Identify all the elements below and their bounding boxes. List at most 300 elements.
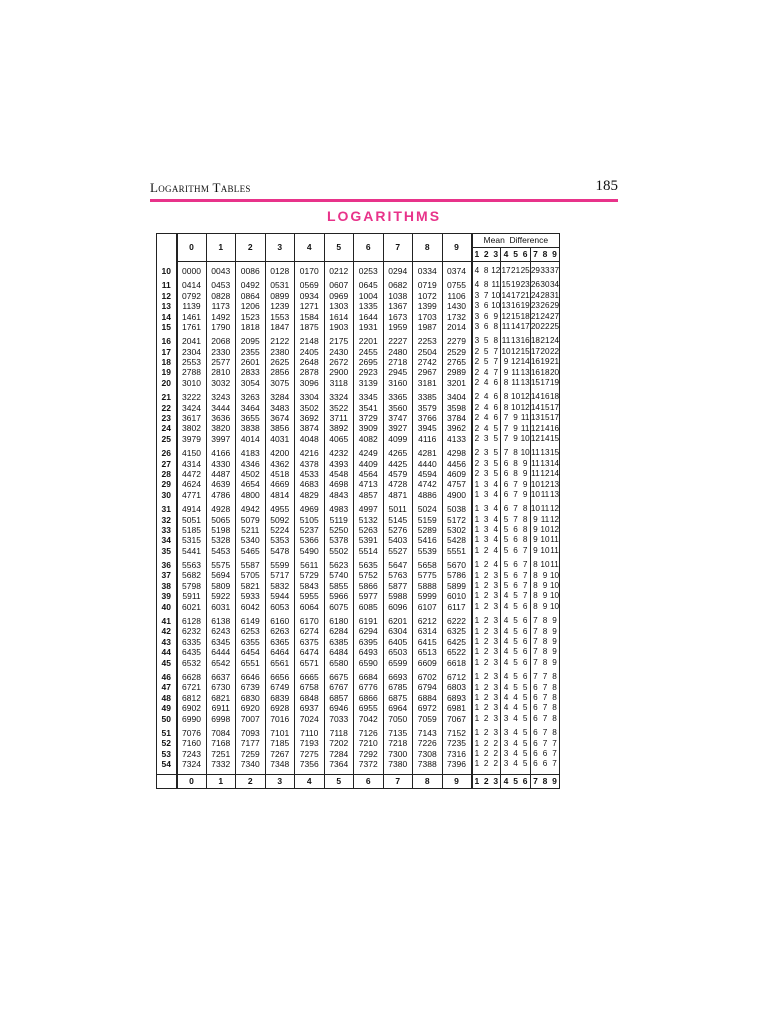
mean-difference-value: 3: [501, 714, 511, 724]
log-value: 6075: [324, 602, 354, 612]
footer-column-log-6: 6: [354, 774, 384, 788]
mean-difference-value: 1: [472, 581, 482, 591]
log-value: 6375: [295, 637, 325, 647]
mean-difference-value: 5: [501, 546, 511, 556]
mean-difference-value: 1: [472, 591, 482, 601]
footer-column-log-4: 4: [295, 774, 325, 788]
log-value: 1584: [295, 312, 325, 322]
table-row: [157, 525, 560, 535]
log-value: 7364: [324, 759, 354, 769]
log-value: 4200: [265, 448, 295, 458]
mean-difference-value: 27: [549, 311, 560, 321]
mean-difference-value: 11: [550, 560, 559, 570]
mean-difference-value: 13: [549, 489, 560, 499]
mean-difference-value: 7: [513, 479, 518, 489]
log-value: 2201: [354, 336, 384, 346]
log-value: 6222: [442, 616, 472, 626]
log-value: 5587: [236, 560, 266, 570]
log-value: 0414: [177, 280, 207, 290]
mean-difference-value: 19: [511, 280, 521, 290]
log-value: 7292: [354, 749, 384, 759]
mean-difference-value: 6: [530, 738, 540, 748]
log-value: 2355: [236, 347, 266, 357]
log-value: 5145: [383, 515, 413, 525]
mean-difference-value: 11: [511, 367, 520, 377]
footer-column-diff-3: 3: [491, 774, 501, 788]
mean-difference-value: 11: [501, 336, 511, 346]
mean-difference-value: 8: [550, 703, 560, 713]
row-number: 28: [157, 469, 177, 479]
log-value: 1239: [265, 301, 295, 311]
log-value: 3118: [324, 378, 354, 388]
mean-difference-value: 15: [530, 378, 540, 387]
log-value: 1399: [413, 301, 443, 311]
mean-difference-value: 6: [501, 469, 511, 479]
log-value: 4150: [177, 448, 207, 458]
log-value: 5276: [383, 525, 413, 535]
log-value: 2577: [206, 357, 236, 367]
log-value: 2601: [236, 357, 266, 367]
log-value: 3263: [236, 392, 266, 402]
mean-difference-value: 7: [513, 489, 518, 499]
mean-difference-value: 3: [493, 692, 499, 702]
mean-difference-value: 3: [472, 291, 482, 301]
table-row: [157, 392, 560, 402]
log-value: 6284: [324, 627, 354, 637]
table-row: [157, 448, 560, 458]
mean-difference-value: 9: [501, 368, 511, 378]
mean-difference-value: 5: [522, 738, 528, 748]
log-value: 6937: [295, 703, 325, 713]
mean-difference-value: 12: [530, 423, 540, 433]
row-number: 12: [157, 291, 177, 301]
log-value: 4133: [442, 434, 472, 444]
column-header-log-1: 1: [206, 234, 236, 262]
log-value: 3054: [236, 378, 266, 388]
log-value: 5786: [442, 571, 472, 581]
mean-difference-value: 16: [511, 301, 521, 311]
mean-difference-value: 9: [542, 591, 548, 601]
table-row: [157, 368, 560, 378]
log-value: 3464: [236, 403, 266, 413]
mean-difference-value: 1: [472, 647, 482, 657]
table-row: [157, 515, 560, 525]
mean-difference-value: 4: [483, 413, 489, 423]
mean-difference-value: 23: [530, 301, 540, 311]
log-value: 0755: [442, 280, 472, 290]
log-value: 5575: [206, 560, 236, 570]
log-value: 1271: [295, 301, 325, 311]
log-value: 2989: [442, 368, 472, 378]
mean-difference-value: 18: [540, 367, 550, 377]
mean-difference-value: 1: [472, 703, 482, 713]
mean-difference-value: 5: [513, 682, 518, 692]
log-value: 5478: [265, 546, 295, 556]
mean-difference-value: 2: [472, 413, 482, 423]
log-value: 3424: [177, 403, 207, 413]
mean-difference-value: 11: [540, 489, 550, 499]
mean-difference-value: 4: [513, 703, 518, 713]
table-row: [157, 714, 560, 724]
mean-difference-value: 7: [542, 713, 548, 723]
log-value: 4683: [295, 479, 325, 489]
log-value: 3222: [177, 392, 207, 402]
mean-difference-value: 12: [511, 357, 521, 367]
log-value: 6561: [265, 658, 295, 668]
log-value: 4997: [354, 504, 384, 514]
log-value: 7101: [265, 728, 295, 738]
row-number: 46: [157, 672, 177, 682]
log-value: 5611: [295, 560, 325, 570]
mean-difference-value: 8: [542, 626, 548, 636]
log-value: 3010: [177, 378, 207, 388]
mean-difference-value: 7: [493, 346, 499, 356]
log-value: 3874: [295, 423, 325, 433]
log-value: 0645: [354, 280, 384, 290]
log-value: 3365: [383, 392, 413, 402]
log-value: 3385: [413, 392, 443, 402]
mean-difference-value: 5: [513, 616, 518, 626]
mean-difference-value: 30: [540, 280, 550, 290]
log-value: 7284: [324, 749, 354, 759]
log-value: 4014: [236, 434, 266, 444]
mean-difference-value: 10: [511, 392, 521, 402]
log-value: 4533: [295, 469, 325, 479]
log-value: 7340: [236, 759, 266, 769]
mean-difference-value: 12: [520, 392, 530, 402]
log-value: 6201: [383, 616, 413, 626]
log-value: 1004: [354, 291, 384, 301]
mean-difference-value: 5: [513, 647, 518, 657]
mean-difference-value: 13: [511, 336, 521, 346]
log-value: 2923: [354, 368, 384, 378]
mean-difference-value: 24: [530, 290, 540, 300]
mean-difference-value: 12: [540, 479, 550, 489]
mean-difference-value: 2: [472, 392, 482, 402]
mean-difference-value: 7: [542, 703, 548, 713]
log-value: 2648: [295, 357, 325, 367]
mean-difference-value: 4: [483, 378, 489, 387]
log-value: 6665: [295, 672, 325, 682]
mean-difference-value: 8: [483, 280, 489, 290]
mean-difference-value: 7: [501, 413, 511, 423]
mean-difference-value: 21: [520, 290, 530, 300]
mean-difference-value: 3: [493, 713, 499, 723]
table-row: [157, 581, 560, 591]
mean-difference-value: 7: [530, 627, 540, 637]
table-row: [157, 357, 560, 367]
mean-difference-value: 3: [483, 448, 489, 458]
mean-difference-value: 8: [550, 693, 560, 703]
mean-difference-value: 2: [483, 601, 489, 611]
log-value: 4065: [324, 434, 354, 444]
log-value: 1703: [413, 312, 443, 322]
log-value: 1492: [206, 312, 236, 322]
mean-difference-value: 10: [530, 489, 540, 499]
log-value: 3032: [206, 378, 236, 388]
mean-difference-value: 8: [550, 682, 560, 692]
mean-difference-value: 6: [522, 647, 528, 657]
log-value: 7202: [324, 738, 354, 748]
mean-difference-value: 7: [522, 560, 528, 570]
log-value: 6010: [442, 591, 472, 601]
footer-column-log-3: 3: [265, 774, 295, 788]
mean-difference-value: 29: [549, 301, 560, 311]
log-value: 7396: [442, 759, 472, 769]
mean-difference-value: 4: [483, 402, 489, 412]
log-value: 1673: [383, 312, 413, 322]
log-value: 6794: [413, 682, 443, 692]
mean-difference-value: 12: [549, 525, 560, 535]
row-number: 13: [157, 301, 177, 311]
log-value: 5752: [354, 571, 384, 581]
mean-difference-value: 8: [501, 392, 511, 402]
mean-difference-value: 34: [549, 280, 560, 290]
mean-difference-value: 6: [493, 392, 499, 402]
mean-difference-value: 11: [540, 504, 550, 514]
mean-difference-value: 12: [549, 514, 560, 524]
log-value: 0864: [236, 291, 266, 301]
mean-difference-value: 5: [513, 657, 518, 667]
mean-difference-value: 19: [549, 378, 560, 387]
mean-difference-value: 14: [511, 322, 521, 332]
mean-difference-value: 1: [472, 672, 482, 682]
mean-difference-value: 4: [501, 682, 511, 692]
log-value: 7067: [442, 714, 472, 724]
log-value: 5263: [354, 525, 384, 535]
log-value: 6503: [383, 647, 413, 657]
footer-column-log-2: 2: [236, 774, 266, 788]
mean-difference-value: 2: [483, 748, 489, 758]
mean-difference-value: 1: [472, 602, 482, 612]
log-value: 6117: [442, 602, 472, 612]
log-value: 7168: [206, 738, 236, 748]
mean-difference-value: 8: [513, 458, 518, 468]
log-value: 0531: [265, 280, 295, 290]
mean-difference-value: 7: [501, 448, 511, 458]
mean-difference-value: 10: [530, 504, 540, 514]
mean-difference-value: 5: [483, 357, 489, 367]
log-value: 0828: [206, 291, 236, 301]
footer-column-log-9: 9: [442, 774, 472, 788]
table-row: [157, 479, 560, 489]
mean-difference-value: 3: [493, 682, 499, 692]
log-value: 5403: [383, 535, 413, 545]
log-value: 6637: [206, 672, 236, 682]
mean-difference-value: 7: [542, 672, 548, 682]
log-value: 5944: [265, 591, 295, 601]
mean-difference-value: 4: [483, 423, 489, 433]
log-value: 5428: [442, 535, 472, 545]
mean-difference-value: 9: [501, 357, 511, 367]
log-value: 2945: [383, 368, 413, 378]
log-value: 6684: [354, 672, 384, 682]
log-value: 6972: [413, 703, 443, 713]
table-row: [157, 571, 560, 581]
log-value: 6702: [413, 672, 443, 682]
footer-column-diff-9: 9: [550, 774, 560, 788]
mean-difference-header: Mean Difference: [472, 234, 560, 248]
mean-difference-value: 15: [540, 413, 550, 423]
mean-difference-value: 10: [491, 301, 501, 311]
mean-difference-value: 4: [513, 728, 518, 738]
log-value: 4900: [442, 490, 472, 500]
footer-column-diff-7: 7: [530, 774, 540, 788]
log-value: 7251: [206, 749, 236, 759]
mean-difference-value: 6: [483, 311, 489, 321]
log-value: 7093: [236, 728, 266, 738]
log-value: 2625: [265, 357, 295, 367]
mean-difference-value: 4: [501, 693, 511, 703]
log-value: 5340: [236, 535, 266, 545]
mean-difference-value: 12: [511, 346, 521, 356]
row-number: 36: [157, 560, 177, 570]
mean-difference-value: 2: [493, 738, 499, 748]
row-number: 20: [157, 378, 177, 388]
log-value: 7118: [324, 728, 354, 738]
mean-difference-value: 19: [520, 301, 530, 311]
log-value: 3692: [295, 413, 325, 423]
log-value: 6365: [265, 637, 295, 647]
mean-difference-value: 13: [540, 448, 550, 458]
log-value: 5911: [177, 591, 207, 601]
log-value: 2788: [177, 368, 207, 378]
mean-difference-value: 24: [549, 336, 560, 346]
log-value: 7160: [177, 738, 207, 748]
mean-difference-value: 6: [530, 703, 540, 713]
log-value: 1139: [177, 301, 207, 311]
mean-difference-value: 12: [501, 311, 511, 321]
log-value: 7275: [295, 749, 325, 759]
header-row-top: [157, 234, 560, 248]
log-value: 5051: [177, 515, 207, 525]
log-value: 6304: [383, 627, 413, 637]
mean-difference-value: 7: [530, 637, 540, 647]
mean-difference-value: 21: [549, 357, 560, 367]
log-value: 5599: [265, 560, 295, 570]
mean-difference-value: 2: [483, 657, 489, 667]
log-value: 1173: [206, 301, 236, 311]
mean-difference-value: 1: [472, 728, 482, 738]
log-value: 6758: [295, 682, 325, 692]
mean-difference-value: 5: [522, 692, 528, 702]
mean-difference-value: 2: [483, 728, 489, 738]
log-value: 7356: [295, 759, 325, 769]
log-value: 6138: [206, 616, 236, 626]
mean-difference-value: 6: [542, 748, 548, 758]
log-value: 4330: [206, 459, 236, 469]
mean-difference-value: 7: [550, 738, 560, 748]
log-value: 5185: [177, 525, 207, 535]
log-value: 3160: [383, 378, 413, 388]
log-value: 3181: [413, 378, 443, 388]
log-value: 6493: [354, 647, 384, 657]
mean-difference-value: 1: [472, 759, 482, 769]
log-value: 4116: [413, 434, 443, 444]
log-value: 1430: [442, 301, 472, 311]
log-value: 0374: [442, 266, 472, 276]
mean-difference-value: 6: [513, 560, 518, 570]
mean-difference-value: 22: [549, 346, 560, 356]
log-value: 6911: [206, 703, 236, 713]
mean-difference-value: 17: [549, 413, 560, 423]
mean-difference-value: 4: [501, 627, 511, 637]
mean-difference-value: 29: [530, 266, 540, 276]
mean-difference-value: 16: [540, 392, 550, 402]
log-value: 0253: [354, 266, 384, 276]
log-value: 5740: [324, 571, 354, 581]
mean-difference-value: 6: [513, 570, 518, 580]
log-value: 7084: [206, 728, 236, 738]
log-value: 7024: [295, 714, 325, 724]
log-value: 5717: [265, 571, 295, 581]
table-row: [157, 560, 560, 570]
log-value: 7143: [413, 728, 443, 738]
mean-difference-value: 4: [493, 535, 499, 545]
mean-difference-value: 4: [513, 713, 518, 723]
mean-difference-value: 6: [513, 525, 518, 535]
log-value: 5416: [413, 535, 443, 545]
log-value: 5024: [413, 504, 443, 514]
log-value: 6739: [236, 682, 266, 692]
log-value: 4857: [354, 490, 384, 500]
log-value: 5132: [354, 515, 384, 525]
log-value: 6513: [413, 647, 443, 657]
log-value: 7007: [236, 714, 266, 724]
mean-difference-value: 8: [530, 591, 540, 601]
log-value: 6435: [177, 647, 207, 657]
mean-difference-value: 5: [522, 759, 528, 769]
mean-difference-value: 12: [549, 504, 560, 514]
mean-difference-value: 9: [522, 469, 528, 479]
log-value: 0934: [295, 291, 325, 301]
log-value: 2878: [295, 368, 325, 378]
mean-difference-value: 4: [472, 280, 482, 290]
mean-difference-value: 11: [550, 535, 559, 545]
log-value: 5999: [413, 591, 443, 601]
log-value: 6618: [442, 658, 472, 668]
mean-difference-value: 2: [472, 469, 482, 479]
log-value: 3502: [295, 403, 325, 413]
mean-difference-value: 14: [540, 423, 550, 433]
log-value: 6580: [324, 658, 354, 668]
mean-difference-value: 3: [483, 469, 489, 479]
column-header-diff-4: 4: [501, 248, 511, 262]
mean-difference-value: 9: [513, 423, 518, 433]
log-value: 2856: [265, 368, 295, 378]
mean-difference-value: 10: [491, 290, 501, 300]
mean-difference-value: 5: [501, 560, 511, 570]
log-value: 6425: [442, 637, 472, 647]
mean-difference-value: 3: [472, 301, 482, 311]
log-value: 3617: [177, 413, 207, 423]
log-value: 7126: [354, 728, 384, 738]
log-value: 6990: [177, 714, 207, 724]
mean-difference-value: 19: [540, 357, 550, 367]
mean-difference-value: 1: [472, 546, 482, 556]
mean-difference-value: 9: [542, 581, 548, 591]
row-number: 29: [157, 479, 177, 489]
log-value: 4742: [413, 479, 443, 489]
log-value: 0719: [413, 280, 443, 290]
mean-difference-value: 1: [472, 504, 482, 514]
mean-difference-value: 4: [513, 738, 518, 748]
log-value: 4814: [265, 490, 295, 500]
mean-difference-value: 4: [472, 266, 482, 276]
table-row: [157, 535, 560, 545]
mean-difference-value: 28: [540, 290, 550, 300]
table-row: [157, 459, 560, 469]
